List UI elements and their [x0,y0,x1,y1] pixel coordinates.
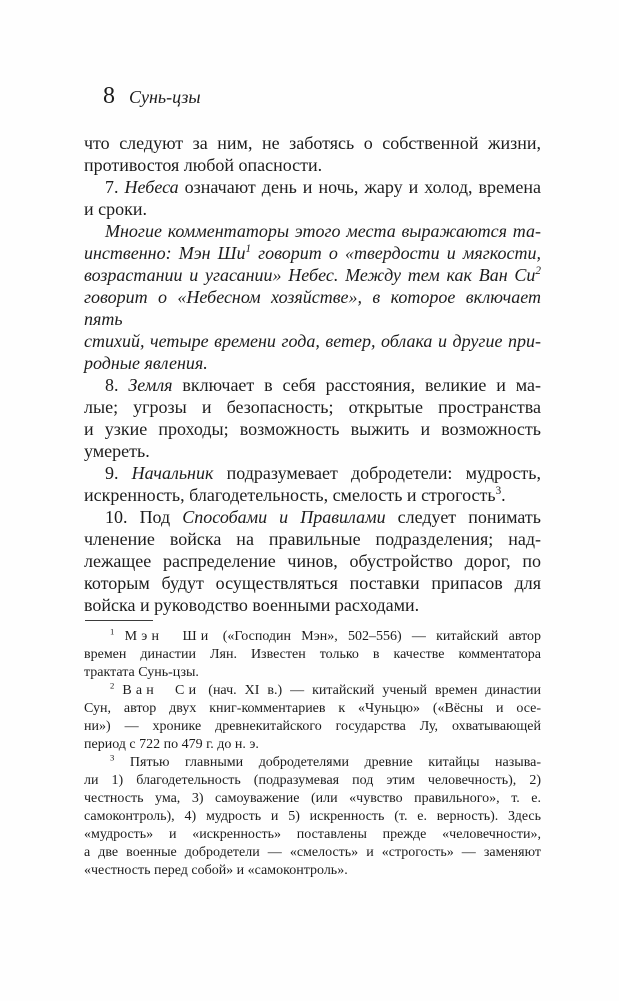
text-line [84,826,541,844]
text-line [84,682,541,700]
text-line [84,772,541,790]
text-line [84,528,541,550]
text-segment: честность ума, 3) самоуважение (или «чувство правильного», т. е. [84,791,541,806]
text-segment: и узкие проходы; возможность выжить и возможность [84,419,541,439]
text-line [84,718,541,736]
text-segment: говорит о «Небесном хозяйстве», в которое включает пять [84,287,541,329]
text-segment: Ван Си [122,683,201,698]
footnote-marker: 1 [245,243,252,255]
text-segment: Земля [128,375,173,395]
page-number: 8 [103,83,115,109]
text-segment: противостоя любой опасности. [84,155,323,175]
text-segment: говорит о «твердости и мягкости, [251,243,541,263]
text-segment: Многие комментаторы этого места выражаются та- [105,221,541,241]
running-title: Сунь-цзы [129,87,201,107]
text-segment: что следуют за ним, не заботясь о собственной жизни, [84,133,541,153]
footnote [84,628,541,682]
footnote-marker: 3 [495,485,502,497]
text-segment: 10. Под [105,507,183,527]
footnote [84,754,541,880]
text-segment: стихий, четыре времени года, ветер, облака и другие при- [84,331,541,351]
body-paragraph [84,374,541,462]
text-segment: ли 1) благодетельность (подразумевая под этим человечность), 2) [84,773,541,788]
text-line [84,664,541,682]
text-line [84,700,541,718]
text-line [84,862,541,880]
text-segment: 8. [105,375,129,395]
text-line [84,352,541,374]
text-segment: которым будут осуществляться поставки припасов для [84,573,541,593]
main-text-block [84,132,541,616]
text-segment: подразумевает добродетели: мудрость, [213,463,542,483]
text-segment: «мудрость» и «искренность» поставлены прежде «человечности», [84,827,541,842]
text-line [84,736,541,754]
text-line [84,594,541,616]
text-segment: самоконтроль), 4) мудрость и 5) искренность (т. е. верность). Здесь [84,809,541,824]
text-segment: времен династии Лян. Известен только в качестве комментатора [84,647,541,662]
text-segment: войска и руководство военными расходами. [84,595,420,615]
text-segment: умереть. [84,441,150,461]
text-line [84,132,541,154]
text-line [84,844,541,862]
text-segment: родные явления. [84,353,208,373]
text-segment: искренность, благодетельность, смелость и строгость [84,485,496,505]
body-paragraph [84,462,541,506]
text-segment: Способами и Правилами [182,507,386,527]
text-line [84,396,541,418]
text-line [84,550,541,572]
text-line [84,220,541,242]
body-paragraph [84,506,541,616]
body-paragraph [84,132,541,176]
body-paragraph [84,176,541,220]
text-line [84,754,541,772]
text-line [84,242,541,264]
text-segment: членение войска на правильные подразделения; над- [84,529,541,549]
text-segment: 9. [105,463,132,483]
text-line [84,506,541,528]
text-segment: 7. [105,177,125,197]
text-segment: а две военные добродетели — «смелость» и «строгость» — заменяют [84,845,541,860]
text-segment: инственно: Мэн Ши [84,243,246,263]
footnote-marker: 2 [110,680,115,691]
text-line [84,484,541,506]
text-line [84,628,541,646]
text-segment: («Господин Мэн», 502–556) — китайский автор [212,629,542,644]
text-segment: Небеса [124,177,179,197]
footnote-marker: 2 [535,265,541,277]
text-line [84,790,541,808]
text-segment: возрастании и угасании» Небес. Между тем как Ван Си [84,265,536,285]
text-segment: Начальник [131,463,214,483]
footnote-separator-rule [85,620,153,621]
text-segment: ни») — хронике древнекитайского государства Лу, охватывающей [84,719,541,734]
text-segment [114,629,124,644]
text-line [84,440,541,462]
text-segment: . [501,485,506,505]
text-segment: следует понимать [385,507,541,527]
text-segment: означают день и ночь, жару и холод, времена [178,177,541,197]
text-line [84,572,541,594]
footnotes-block [84,628,541,880]
text-line [84,286,541,330]
footnote [84,682,541,754]
text-line [84,374,541,396]
text-line [84,264,541,286]
text-line [84,808,541,826]
text-segment: «честность перед собой» и «самоконтроль». [84,863,348,878]
text-segment: лые; угрозы и безопасность; открытые пространства [84,397,541,417]
text-line [84,462,541,484]
text-segment: трактата Сунь-цзы. [84,665,199,680]
text-segment: включает в себя расстояния, великие и ма- [172,375,542,395]
text-line [84,330,541,352]
text-segment: лежащее распределение чинов, обустройство дорог, по [84,551,541,571]
footnote-marker: 1 [110,626,115,637]
text-line [84,176,541,198]
text-line [84,646,541,664]
body-paragraph [84,220,541,374]
text-line [84,154,541,176]
footnote-marker: 3 [110,752,115,763]
text-segment: (нач. XI в.) — китайский ученый времен династии [200,683,542,698]
text-line [84,198,541,220]
text-segment: Пятью главными добродетелями древние китайцы называ- [114,755,541,770]
text-segment: период с 722 по 479 г. до н. э. [84,737,259,752]
text-segment: и сроки. [84,199,147,219]
text-line [84,418,541,440]
page-header [103,84,201,108]
text-segment: Сун, автор двух книг-комментариев к «Чуньцю» («Вёсны и осе- [84,701,541,716]
text-segment: Мэн Ши [124,629,213,644]
